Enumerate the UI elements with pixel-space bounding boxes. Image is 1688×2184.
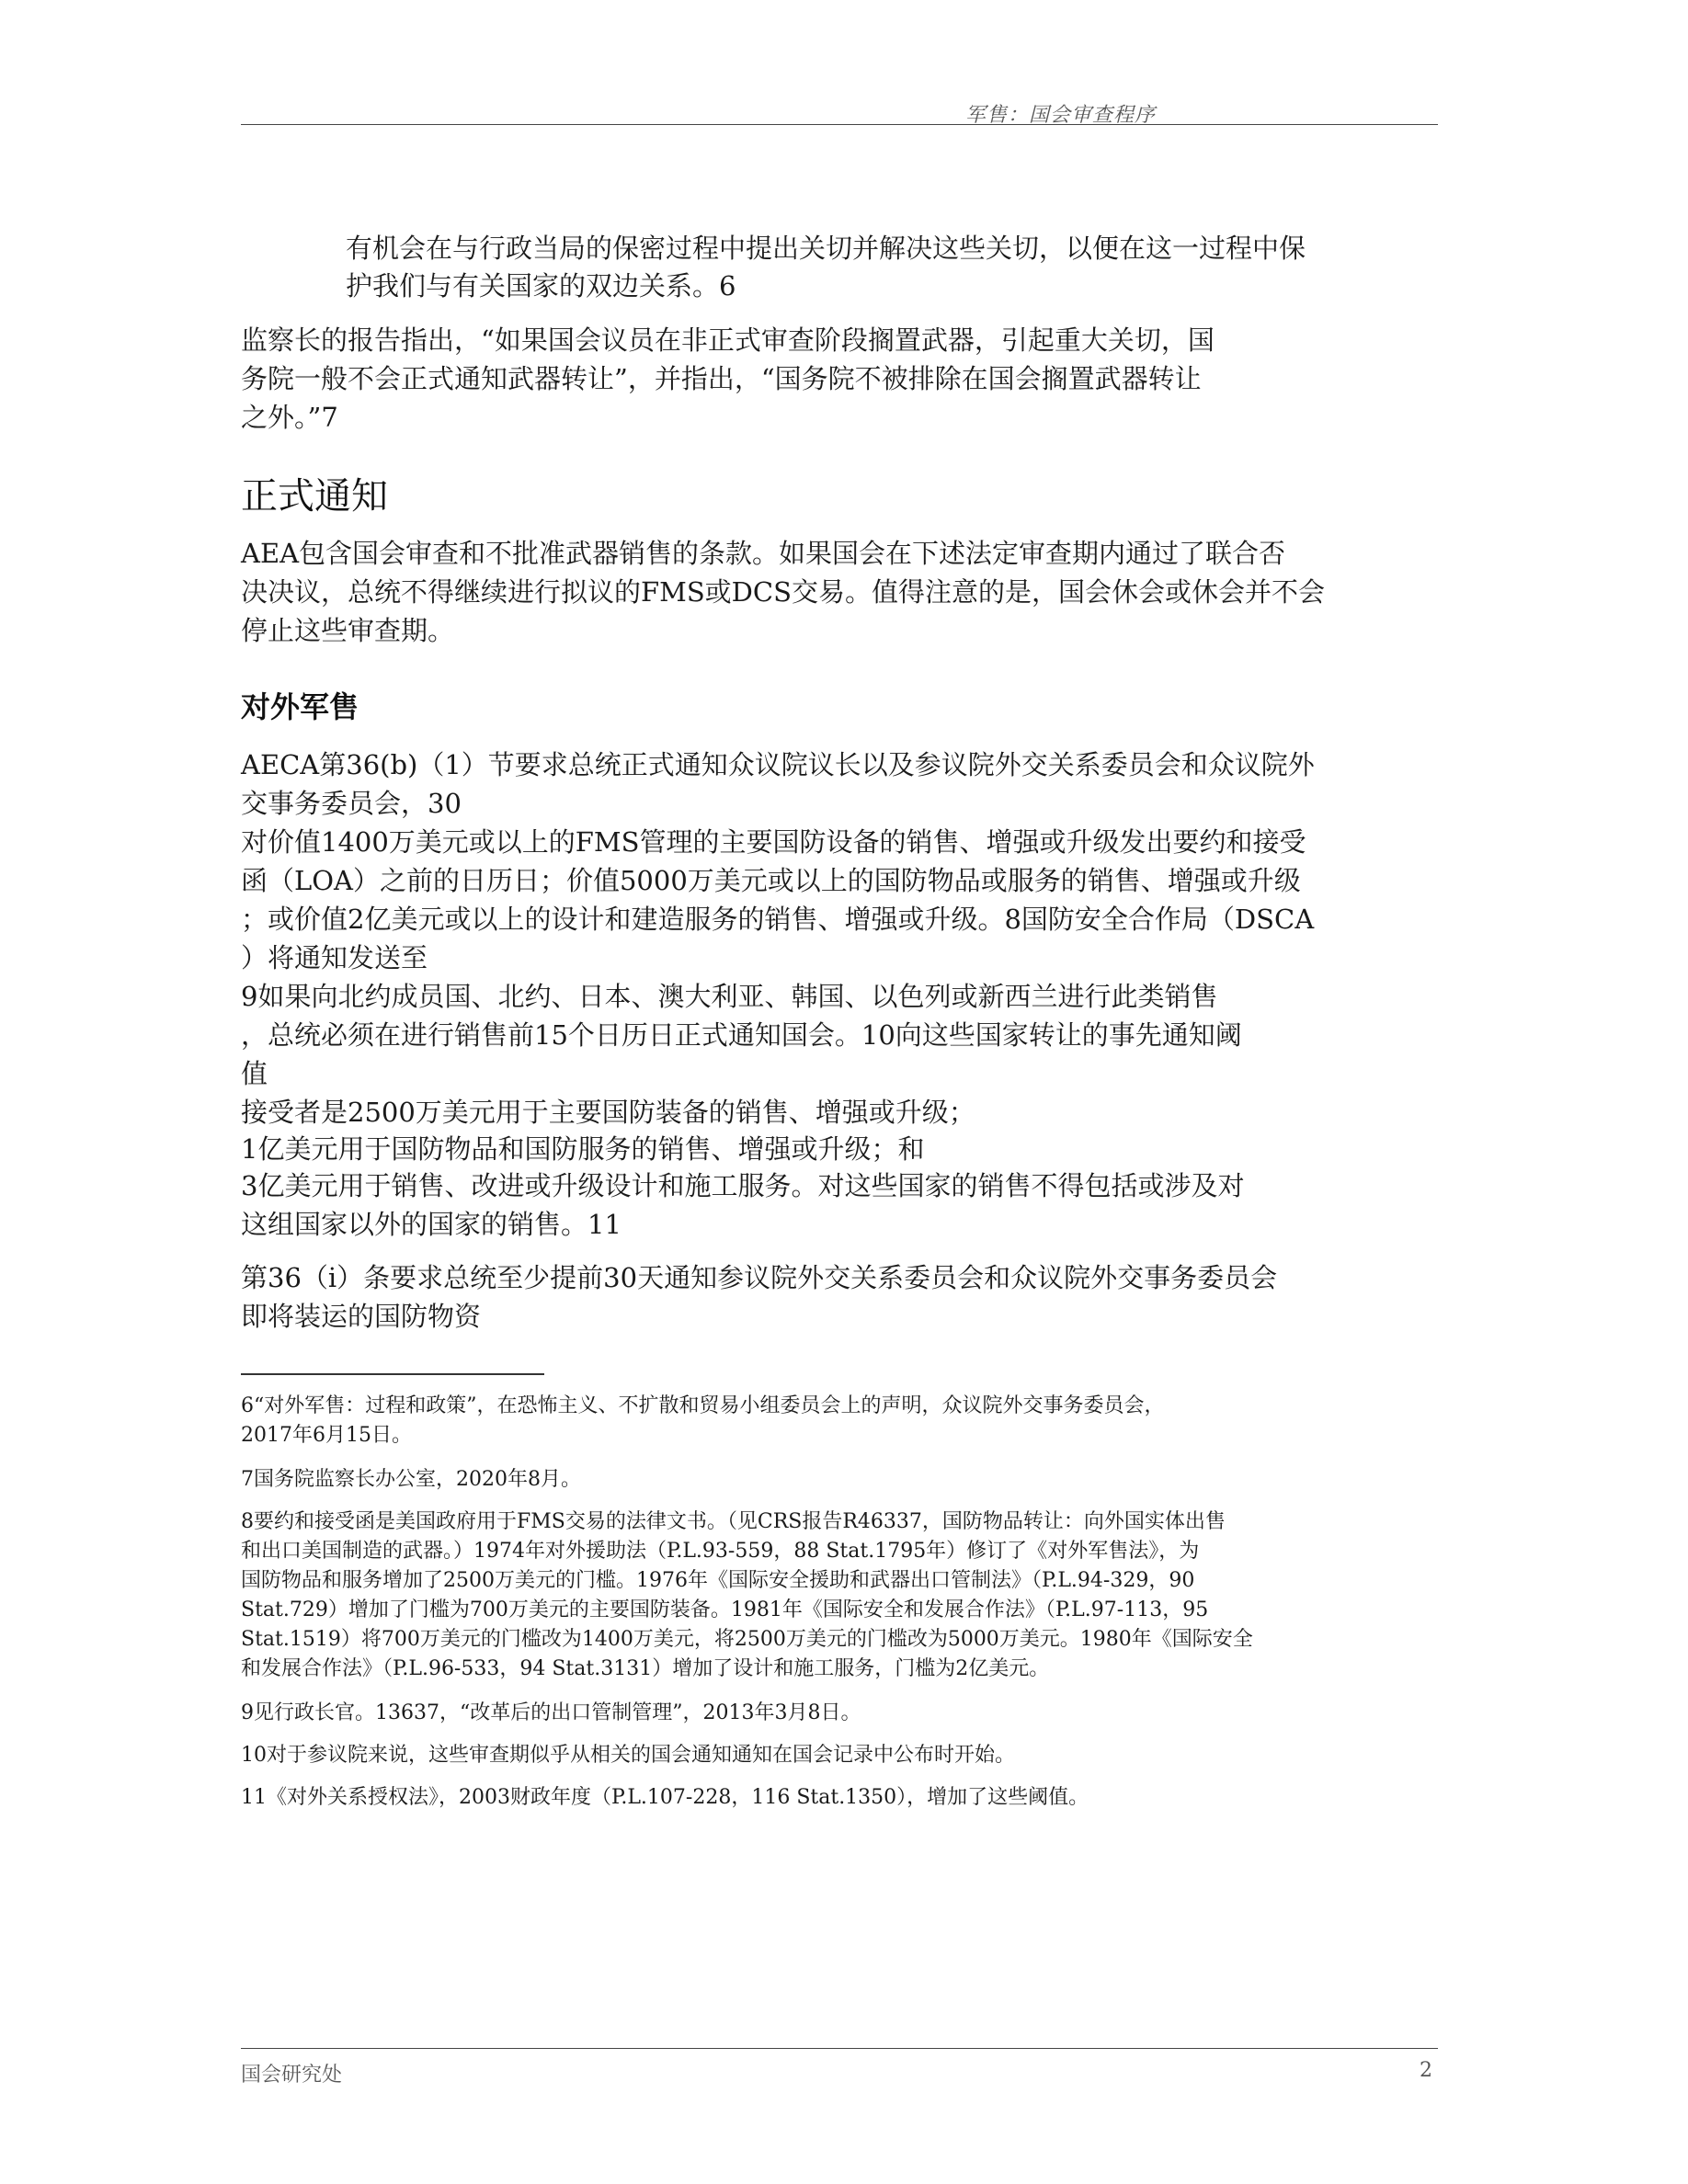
section-heading-formal-notification: 正式通知 (241, 475, 388, 518)
paragraph-line: 9如果向北约成员国、北约、日本、澳大利亚、韩国、以色列或新西兰进行此类销售 (241, 981, 1218, 1012)
paragraph-line: 函（LOA）之前的日历日；价值5000万美元或以上的国防物品或服务的销售、增强或升级 (241, 865, 1301, 896)
footnote-8-cont: 和出口美国制造的武器。）1974年对外援助法（P.L.93-559，88 Stat.1795年）修订了《对外军售法》，为 (241, 1540, 1200, 1563)
paragraph-line: ；或价值2亿美元或以上的设计和建造服务的销售、增强或升级。8国防安全合作局（DSCA (241, 904, 1315, 935)
paragraph-line: 接受者是2500万美元用于主要国防装备的销售、增强或升级； (241, 1097, 975, 1128)
footnote-10: 10对于参议院来说，这些审查期似乎从相关的国会通知通知在国会记录中公布时开始。 (241, 1744, 1015, 1767)
footer-divider (241, 2048, 1438, 2049)
paragraph-line: 停止这些审查期。 (241, 615, 455, 646)
paragraph-line: 务院一般不会正式通知武器转让”，并指出，“国务院不被排除在国会搁置武器转让 (241, 363, 1202, 394)
footnote-8-cont: Stat.729）增加了门槛为700万美元的主要国防装备。1981年《国际安全和发展合作法》（P.L.97-113，95 (241, 1598, 1209, 1621)
paragraph-line: 交事务委员会，30 (241, 788, 462, 819)
paragraph-line: 决决议，总统不得继续进行拟议的FMS或DCS交易。值得注意的是，国会休会或休会并不会 (241, 576, 1325, 608)
header-divider (241, 124, 1438, 125)
footnote-6: 6“对外军售：过程和政策”，在恐怖主义、不扩散和贸易小组委员会上的声明，众议院外交事务委员会， (241, 1394, 1165, 1417)
paragraph-line: 即将装运的国防物资 (241, 1301, 482, 1332)
running-header: 军售：国会审查程序 (965, 104, 1157, 127)
footnote-8-cont: Stat.1519）将700万美元的门槛改为1400万美元，将2500万美元的门槛改为5000万美元。1980年《国际安全 (241, 1628, 1253, 1651)
footnote-9: 9见行政长官。13637，“改革后的出口管制管理”，2013年3月8日。 (241, 1701, 861, 1724)
page-number: 2 (1420, 2059, 1432, 2082)
footer-organization: 国会研究处 (241, 2064, 343, 2087)
paragraph-line: 第36（i）条要求总统至少提前30天通知参议院外交关系委员会和众议院外交事务委员会 (241, 1262, 1278, 1293)
paragraph-line: 这组国家以外的国家的销售。11 (241, 1209, 622, 1240)
quote-line: 护我们与有关国家的双边关系。6 (346, 270, 736, 301)
footnote-separator (241, 1373, 544, 1375)
paragraph-line: 之外。”7 (241, 402, 338, 433)
footnote-7: 7国务院监察长办公室，2020年8月。 (241, 1468, 581, 1491)
paragraph-line: 值 (241, 1058, 268, 1089)
footnote-8-cont: 和发展合作法》（P.L.96-533，94 Stat.3131）增加了设计和施工服务，门槛为2亿美元。 (241, 1657, 1050, 1680)
footnote-11: 11《对外关系授权法》，2003财政年度（P.L.107-228，116 Stat.1350），增加了这些阈值。 (241, 1786, 1089, 1809)
paragraph-line: AEA包含国会审查和不批准武器销售的条款。如果国会在下述法定审查期内通过了联合否 (241, 538, 1286, 569)
paragraph-line: 3亿美元用于销售、改进或升级设计和施工服务。对这些国家的销售不得包括或涉及对 (241, 1170, 1245, 1201)
footnote-8: 8要约和接受函是美国政府用于FMS交易的法律文书。（见CRS报告R46337，国防物品转让：向外国实体出售 (241, 1510, 1226, 1533)
paragraph-line: 对价值1400万美元或以上的FMS管理的主要国防设备的销售、增强或升级发出要约和接受 (241, 826, 1306, 858)
footnote-8-cont: 国防物品和服务增加了2500万美元的门槛。1976年《国际安全援助和武器出口管制法》（P.L.94-329，90 (241, 1569, 1195, 1592)
subsection-heading-fms: 对外军售 (241, 689, 359, 724)
quote-line: 有机会在与行政当局的保密过程中提出关切并解决这些关切，以便在这一过程中保 (346, 233, 1306, 264)
paragraph-line: 1亿美元用于国防物品和国防服务的销售、增强或升级；和 (241, 1133, 925, 1165)
footnote-6-cont: 2017年6月15日。 (241, 1424, 412, 1447)
paragraph-line: 监察长的报告指出，“如果国会议员在非正式审查阶段搁置武器，引起重大关切，国 (241, 324, 1215, 356)
paragraph-line: ）将通知发送至 (241, 942, 428, 973)
paragraph-line: ，总统必须在进行销售前15个日历日正式通知国会。10向这些国家转让的事先通知阈 (241, 1019, 1242, 1051)
paragraph-line: AECA第36(b)（1）节要求总统正式通知众议院议长以及参议院外交关系委员会和众议院外 (241, 749, 1315, 780)
